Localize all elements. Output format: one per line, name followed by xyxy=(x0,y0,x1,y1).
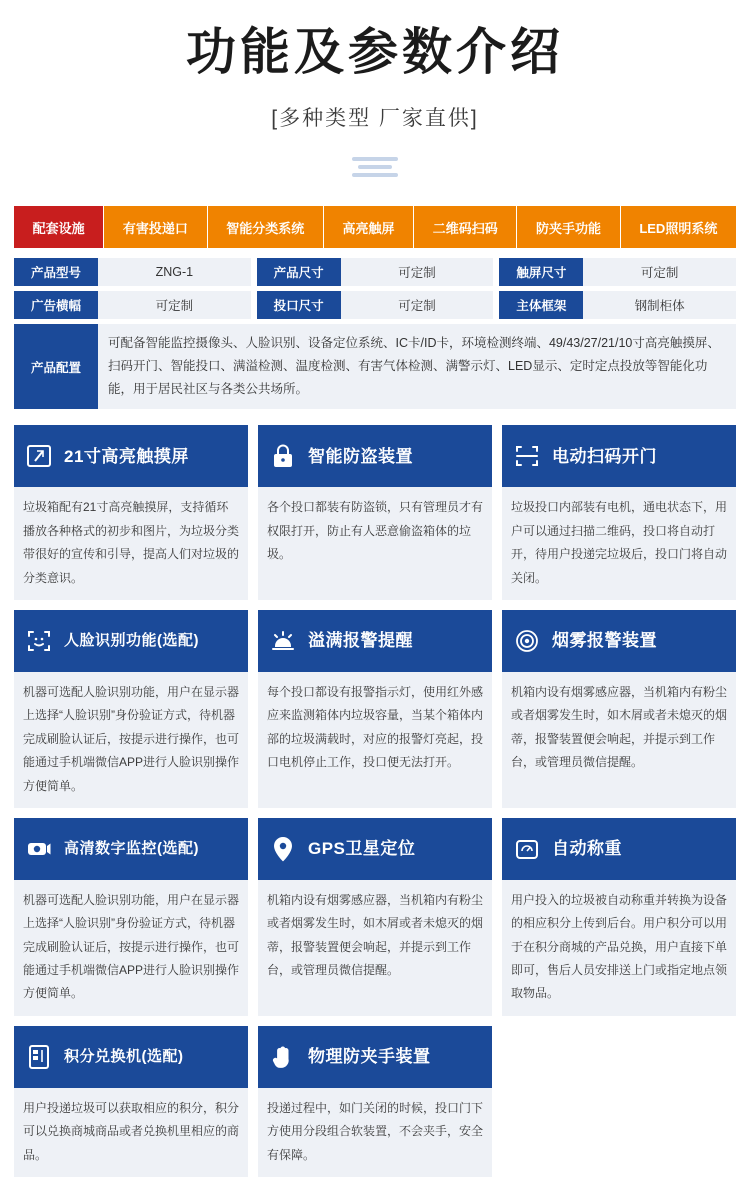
tab-supporting-facilities[interactable]: 配套设施 xyxy=(14,206,104,248)
spec-label-frame: 主体框架 xyxy=(499,291,583,319)
feature-header xyxy=(258,818,492,880)
alarm-light-icon xyxy=(268,626,298,656)
spec-row-configuration xyxy=(14,324,736,409)
page-header xyxy=(0,0,750,180)
spec-label-configuration: 产品配置 xyxy=(14,324,98,409)
feature-header xyxy=(502,610,736,672)
feature-grid xyxy=(14,425,736,1177)
page-title: 功能及参数介绍 xyxy=(186,24,564,80)
feature-header xyxy=(258,1026,492,1088)
feature-header xyxy=(258,610,492,672)
feature-card-anti-pinch xyxy=(258,1026,492,1177)
feature-description: 各个投口都装有防盗锁，只有管理员才有权限打开，防止有人恶意偷盗箱体的垃圾。 xyxy=(258,487,492,600)
decorative-divider xyxy=(350,154,400,180)
feature-title: 物理防夹手装置 xyxy=(308,1047,431,1067)
feature-header xyxy=(14,610,248,672)
camera-icon xyxy=(24,834,54,864)
spec-group-inlet-size xyxy=(257,291,494,319)
spec-group-banner xyxy=(14,291,251,319)
spec-label-inlet-size: 投口尺寸 xyxy=(257,291,341,319)
feature-header xyxy=(502,425,736,487)
feature-description: 机箱内设有烟雾感应器，当机箱内有粉尘或者烟雾发生时，如木屑或者未熄灭的烟蒂，报警装置便会响起，并提示到工作台，或管理员微信提醒。 xyxy=(502,672,736,808)
feature-title: 电动扫码开门 xyxy=(552,446,657,466)
feature-tab-bar[interactable] xyxy=(14,206,736,248)
feature-description: 用户投递垃圾可以获取相应的积分，积分可以兑换商城商品或者兑换机里相应的商品。 xyxy=(14,1088,248,1177)
feature-title: 高清数字监控(选配) xyxy=(64,840,199,858)
feature-title: 溢满报警提醒 xyxy=(308,631,413,651)
spec-value-frame: 钢制柜体 xyxy=(583,291,736,319)
feature-description: 机器可选配人脸识别功能，用户在显示器上选择“人脸识别”身份验证方式，待机器完成刷脸认证后，按提示进行操作，也可能通过手机端微信APP进行人脸识别操作方便简单。 xyxy=(14,672,248,808)
feature-description: 垃圾箱配有21寸高亮触摸屏，支持循环播放各种格式的初步和图片，为垃圾分类带很好的宣传和引导，提高人们对垃圾的分类意识。 xyxy=(14,487,248,600)
spec-value-screen-size: 可定制 xyxy=(583,258,736,286)
scan-icon xyxy=(512,441,542,471)
spec-value-configuration: 可配备智能监控摄像头、人脸识别、设备定位系统、IC卡/ID卡，环境检测终端、49/43/27/21/10寸高亮触摸屏、扫码开门、智能投口、满溢检测、温度检测、有害气体检测、满警示灯、LED显示、定时定点投放等智能化功能，用于居民社区与各类公共场所。 xyxy=(98,324,736,409)
feature-title: 自动称重 xyxy=(552,839,622,859)
spec-table xyxy=(14,258,736,409)
tab-led-lighting[interactable]: LED照明系统 xyxy=(621,206,736,248)
smoke-detector-icon xyxy=(512,626,542,656)
feature-card-auto-weighing xyxy=(502,818,736,1016)
lock-icon xyxy=(268,441,298,471)
feature-description: 垃圾投口内部装有电机，通电状态下，用户可以通过扫描二维码，投口将自动打开，待用户投递完垃圾后，投口门将自动关闭。 xyxy=(502,487,736,600)
spec-group-product-size xyxy=(257,258,494,286)
feature-description: 机器可选配人脸识别功能，用户在显示器上选择“人脸识别”身份验证方式，待机器完成刷脸认证后，按提示进行操作，也可能通过手机端微信APP进行人脸识别操作方便简单。 xyxy=(14,880,248,1016)
feature-title: 人脸识别功能(选配) xyxy=(64,632,199,650)
feature-title: 积分兑换机(选配) xyxy=(64,1048,184,1066)
spec-group-screen-size xyxy=(499,258,736,286)
spec-value-banner: 可定制 xyxy=(98,291,251,319)
feature-card-face-recognition xyxy=(14,610,248,808)
feature-card-overflow-alarm xyxy=(258,610,492,808)
feature-card-touchscreen xyxy=(14,425,248,600)
face-id-icon xyxy=(24,626,54,656)
spec-value-product-size: 可定制 xyxy=(341,258,494,286)
feature-description: 用户投入的垃圾被自动称重并转换为设备的相应积分上传到后台。用户积分可以用于在积分商城的产品兑换，用户直接下单即可，售后人员安排送上门或指定地点领取物品。 xyxy=(502,880,736,1016)
feature-description: 投递过程中，如门关闭的时候，投口门下方使用分段组合软装置，不会夹手，安全有保障。 xyxy=(258,1088,492,1177)
gps-pin-icon xyxy=(268,834,298,864)
feature-header xyxy=(502,818,736,880)
spec-row-2 xyxy=(14,291,736,319)
feature-header xyxy=(14,818,248,880)
scale-icon xyxy=(512,834,542,864)
feature-card-anti-theft xyxy=(258,425,492,600)
spec-group-frame xyxy=(499,291,736,319)
feature-card-smoke-alarm xyxy=(502,610,736,808)
feature-card-scan-open xyxy=(502,425,736,600)
page-subtitle: [多种类型 厂家直供] xyxy=(271,107,479,130)
tab-smart-sorting-system[interactable]: 智能分类系统 xyxy=(208,206,324,248)
tab-bright-touchscreen[interactable]: 高亮触屏 xyxy=(324,206,414,248)
feature-header xyxy=(14,425,248,487)
feature-header xyxy=(14,1026,248,1088)
tab-hazardous-inlet[interactable]: 有害投递口 xyxy=(104,206,207,248)
feature-title: 21寸高亮触摸屏 xyxy=(64,446,189,466)
tab-qr-scan[interactable]: 二维码扫码 xyxy=(414,206,517,248)
spec-label-banner: 广告横幅 xyxy=(14,291,98,319)
feature-card-gps xyxy=(258,818,492,1016)
spec-label-product-size: 产品尺寸 xyxy=(257,258,341,286)
feature-title: 智能防盗装置 xyxy=(308,446,413,466)
spec-label-screen-size: 触屏尺寸 xyxy=(499,258,583,286)
feature-card-points-exchange xyxy=(14,1026,248,1177)
feature-card-hd-monitoring xyxy=(14,818,248,1016)
tab-anti-pinch[interactable]: 防夹手功能 xyxy=(517,206,620,248)
hand-icon xyxy=(268,1042,298,1072)
feature-header xyxy=(258,425,492,487)
feature-title: 烟雾报警装置 xyxy=(552,631,657,651)
spec-value-model: ZNG-1 xyxy=(98,258,251,286)
feature-description: 机箱内设有烟雾感应器，当机箱内有粉尘或者烟雾发生时，如木屑或者未熄灭的烟蒂，报警装置便会响起，并提示到工作台，或管理员微信提醒。 xyxy=(258,880,492,1016)
spec-row-1 xyxy=(14,258,736,286)
vending-icon xyxy=(24,1042,54,1072)
feature-description: 每个投口都设有报警指示灯，使用红外感应来监测箱体内垃圾容量，当某个箱体内部的垃圾满载时，对应的报警灯亮起，投口电机停止工作，投口便无法打开。 xyxy=(258,672,492,808)
spec-value-inlet-size: 可定制 xyxy=(341,291,494,319)
feature-title: GPS卫星定位 xyxy=(308,839,416,859)
screen-icon xyxy=(24,441,54,471)
spec-group-model xyxy=(14,258,251,286)
spec-label-model: 产品型号 xyxy=(14,258,98,286)
